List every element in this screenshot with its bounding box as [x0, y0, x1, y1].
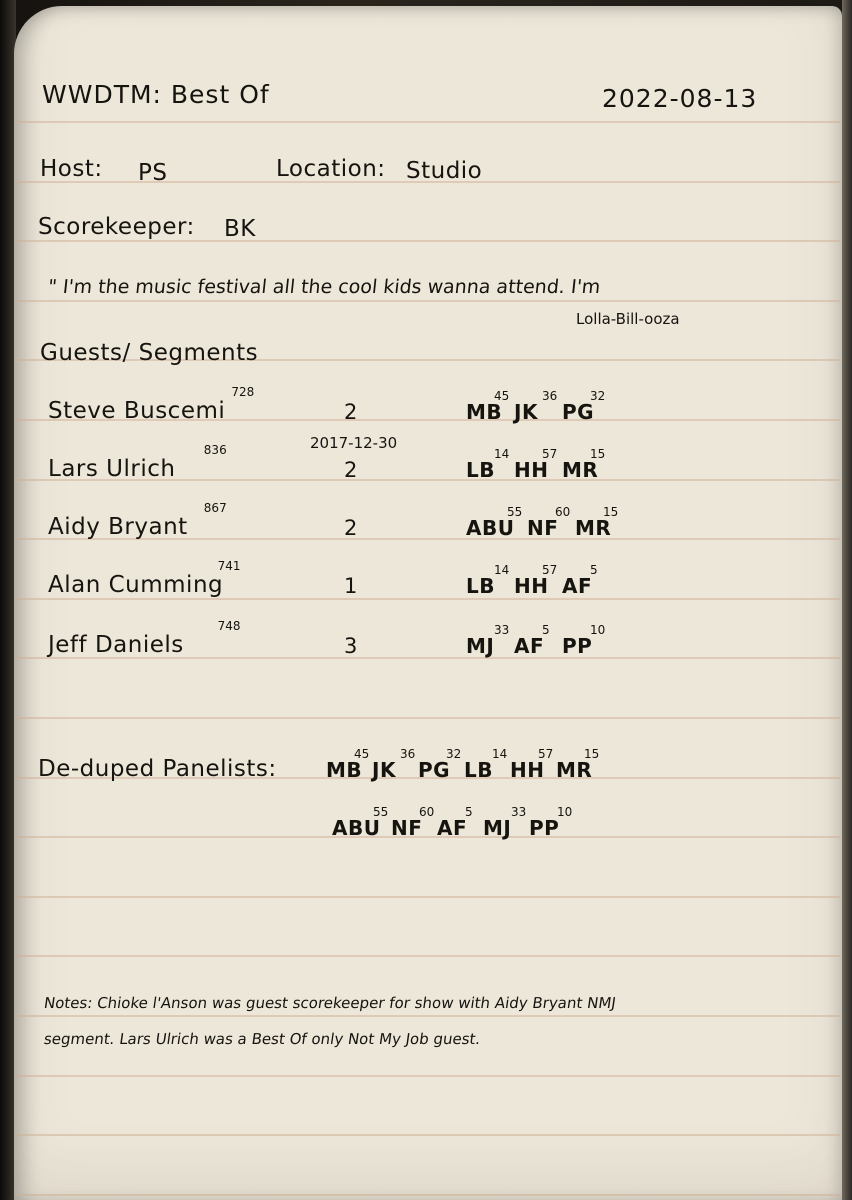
- guest-panelist-code: PG: [562, 400, 595, 424]
- guest-panelist-number: 10: [590, 623, 606, 637]
- guest-segment-count: 2: [344, 516, 358, 540]
- guest-date: 2017-12-30: [310, 434, 398, 452]
- scorekeeper-value: BK: [224, 216, 256, 242]
- guest-panelist-number: 36: [542, 389, 558, 403]
- guest-panelist-number: 14: [494, 447, 510, 461]
- deduped-panelist-number: 5: [465, 805, 473, 819]
- guest-panelist-code: AF: [562, 574, 593, 598]
- guest-panelist-code: LB: [466, 458, 495, 482]
- deduped-panelist-number: 10: [557, 805, 573, 819]
- guest-panelist-code: JK: [514, 400, 538, 424]
- notes-line-2: segment. Lars Ulrich was a Best Of only Not My Job guest.: [42, 1030, 482, 1048]
- host-label: Host:: [40, 156, 103, 182]
- guest-name: Lars Ulrich: [48, 456, 176, 482]
- guest-panelist-number: 45: [494, 389, 510, 403]
- guest-panelist-code: NF: [527, 516, 559, 540]
- deduped-panelist-code: NF: [391, 816, 423, 840]
- deduped-panelist-number: 36: [400, 747, 416, 761]
- guest-panelist-code: AF: [514, 634, 545, 658]
- deduped-panelist-code: LB: [464, 758, 493, 782]
- guest-id: 748: [217, 619, 241, 633]
- location-value: Studio: [406, 158, 483, 184]
- guest-panelist-code: LB: [466, 574, 495, 598]
- guest-panelist-code: MR: [575, 516, 612, 540]
- guest-name: Jeff Daniels: [48, 632, 184, 658]
- quote-line-2: Lolla-Bill-ooza: [576, 310, 680, 328]
- deduped-panelist-number: 33: [511, 805, 527, 819]
- quote-line-1: " I'm the music festival all the cool kids wanna attend. I'm: [46, 276, 602, 298]
- guest-segment-count: 2: [344, 458, 358, 482]
- guest-panelist-number: 33: [494, 623, 510, 637]
- notes-line-1: Notes: Chioke l'Anson was guest scorekeeper for show with Aidy Bryant NMJ: [42, 994, 618, 1012]
- guest-id: 741: [217, 559, 241, 573]
- guests-heading: Guests/ Segments: [40, 340, 259, 366]
- guest-panelist-number: 55: [507, 505, 523, 519]
- deduped-panelist-code: MB: [326, 758, 363, 782]
- deduped-panelist-code: HH: [510, 758, 545, 782]
- deduped-panelist-code: ABU: [332, 816, 381, 840]
- deduped-panelist-code: JK: [372, 758, 396, 782]
- guest-panelist-number: 57: [542, 447, 558, 461]
- guest-panelist-number: 14: [494, 563, 510, 577]
- guest-name: Alan Cumming: [48, 572, 224, 598]
- scorekeeper-label: Scorekeeper:: [38, 214, 195, 240]
- guest-panelist-number: 5: [590, 563, 598, 577]
- location-label: Location:: [276, 156, 386, 182]
- guest-id: 728: [231, 385, 255, 399]
- deduped-panelist-number: 55: [373, 805, 389, 819]
- deduped-panelist-number: 45: [354, 747, 370, 761]
- guest-segment-count: 2: [344, 400, 358, 424]
- deduped-panelist-code: PG: [418, 758, 451, 782]
- page-title: WWDTM: Best Of: [42, 80, 270, 109]
- page-stack-edge: [842, 0, 852, 1200]
- deduped-panelist-code: MJ: [483, 816, 512, 840]
- deduped-panelist-number: 57: [538, 747, 554, 761]
- guest-id: 867: [203, 501, 227, 515]
- guest-segment-count: 3: [344, 634, 358, 658]
- deduped-panelist-code: PP: [529, 816, 560, 840]
- guest-panelist-code: HH: [514, 574, 549, 598]
- guest-panelist-number: 32: [590, 389, 606, 403]
- guest-panelist-number: 57: [542, 563, 558, 577]
- guest-id: 836: [203, 443, 227, 457]
- deduped-label: De-duped Panelists:: [38, 756, 277, 782]
- deduped-panelist-number: 15: [584, 747, 600, 761]
- guest-panelist-number: 15: [590, 447, 606, 461]
- deduped-panelist-number: 60: [419, 805, 435, 819]
- guest-panelist-code: ABU: [466, 516, 515, 540]
- guest-panelist-code: MJ: [466, 634, 495, 658]
- guest-panelist-code: MB: [466, 400, 503, 424]
- host-value: PS: [138, 160, 168, 186]
- deduped-panelist-number: 32: [446, 747, 462, 761]
- page-date: 2022-08-13: [602, 84, 758, 113]
- guest-segment-count: 1: [344, 574, 358, 598]
- guest-name: Steve Buscemi: [48, 398, 226, 424]
- notebook-page: [14, 6, 842, 1200]
- deduped-panelist-code: AF: [437, 816, 468, 840]
- guest-name: Aidy Bryant: [48, 514, 188, 540]
- deduped-panelist-number: 14: [492, 747, 508, 761]
- guest-panelist-code: HH: [514, 458, 549, 482]
- guest-panelist-code: PP: [562, 634, 593, 658]
- deduped-panelist-code: MR: [556, 758, 593, 782]
- guest-panelist-code: MR: [562, 458, 599, 482]
- guest-panelist-number: 60: [555, 505, 571, 519]
- guest-panelist-number: 15: [603, 505, 619, 519]
- guest-panelist-number: 5: [542, 623, 550, 637]
